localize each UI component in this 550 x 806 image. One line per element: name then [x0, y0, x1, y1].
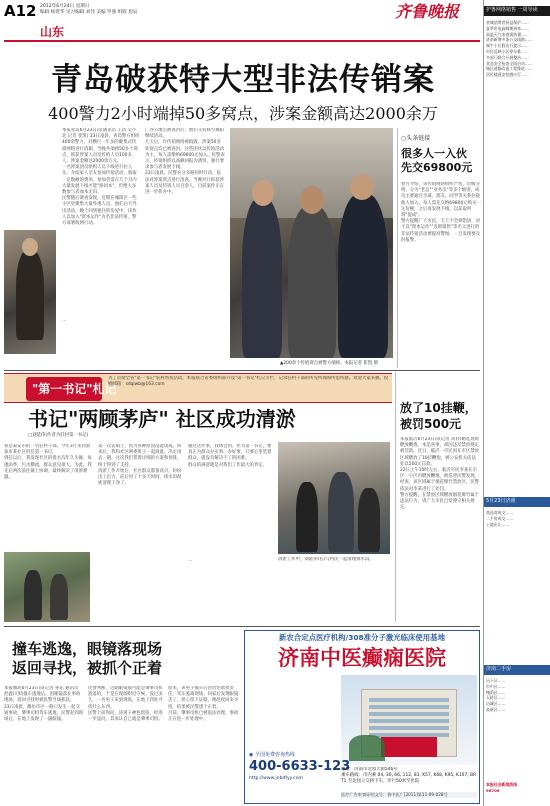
inset-photo	[4, 230, 56, 354]
sidebar-bar-2: 5月23日济南	[484, 497, 550, 507]
lead-photo-caption: ▲200余个传销窝点被警方端掉。本报记者 崔凯 摄	[280, 361, 378, 366]
side-body: 警方介绍，该传销网络组织严密，层级分明，分为"老总""业务员"等多个级别，成员主要通过亲戚、朋友、同学等关系拉拢他人加入，每人需先交纳69800元购买一定份额，之后再发展下线，以获取所谓"提成"。 警方提醒广大市民，天上不会掉馅饼，对于以"资本运作""连锁销售"等名义进行的非法传销活动要提高警惕，一旦发现要及时报警。	[401, 182, 481, 243]
village-headline: 书记"两顾茅庐" 社区成功清淤	[28, 407, 296, 431]
sidebar-block-3: 历下区…… 市中区…… 槐荫区…… 天桥区…… 历城区…… 高新区……	[486, 678, 506, 712]
feature-banner	[4, 373, 392, 403]
date-line: 2012年6月24日 星期日 编辑 杨建华 见习编辑 刘伟 美编 罗强 组版 思辰	[40, 4, 138, 15]
village-col2: 第一次去镇上，因为各种原因没能谈成。回来后，我和社区两委班子一起商量，决定再去一趟。这次我们带着详细的方案和预算，终于得到了支持。 清淤工作开始后，社区群众都很高兴，纷纷出工出力，前后用了十多天时间，排水沟彻底清理干净了。	[98, 444, 182, 487]
hitrun-col2: 民警判断，这副眼镜很可能是肇事司机遗落的，于是在现场附近守候。没过多久，一名男子来到现场，在地上四处寻找什么东西。 民警上前询问，该男子神色慌张，经进一步盘问，其承认自己就是肇事司机。	[88, 686, 163, 723]
ad-building-image	[341, 675, 477, 765]
sidebar-title: 护鲁网络销售 一周导读	[484, 6, 550, 16]
feature-intro: 为了贯彻全省"第一书记"驻村帮扶活动，本报联合省委组织部开设"第一书记"札记专栏，记录驻村干部的所见所闻和所思所感。欢迎大家来稿，投稿邮箱：sdqlwb@163.com	[108, 376, 389, 388]
side-headline: 很多人一入伙 先交69800元	[401, 147, 473, 174]
village-photo-small	[4, 552, 90, 622]
hitrun-col3: 原来，该男子撞车后因害怕承担责任，驾车逃离现场。回家后发现眼镜丢了，担心留下证据，便趁夜回来寻找，结果被民警逮个正着。 目前，肇事司机已被依法处理，事故正在进一步处理中。	[168, 686, 239, 723]
column-rule	[397, 128, 398, 368]
lead-body-col2: 广办公地点被查封后，他们又转移至城阳继续活动。 几天后，许传销网络被捣毁，涉案50多处窝点均已被查封，这些团伙以传销活动为主，每人需缴纳69800元加入。民警表示，传销组织以高额回报为诱饵，强行要求参与者发展下线。 23日凌晨，民警兵分多路同时行动，依法对涉案窝点进行清查，当晚共计抓获涉案人员及传销人员百余人，目前案件正在进一步侦办中。	[145, 128, 225, 196]
ad-website[interactable]: http://www.jnbdfyy.com	[249, 776, 303, 781]
village-col1: 我是泰安市的一名驻村干部，今年3月来到新泰市某社区担任第一书记。 到任以后，我发现社区的排水沟年久失修，每逢雨季，污水横流，群众意见很大。为此，我先后两次前往镇上协调，最终解决了清淤难题。	[4, 444, 92, 481]
hospital-ad	[244, 630, 480, 804]
page-number: A12	[4, 2, 37, 20]
lead-body-col1b: …	[62, 318, 67, 323]
fireworks-body: 本报临沂6月23日讯(记者 高祥)婚礼现场燃放鞭炮，本是喜事，却因违反禁放规定被罚款。近日，临沂一市民因在市区禁放区域燃放了10挂鞭炮，被公安机关依法处以500元罚款。 22日上午10时左右，临沂市民李某在市区一小区内燃放鞭炮，被巡逻民警发现。经查，该区域属于烟花爆竹禁放区，民警依法对李某进行了处罚。 警方提醒，在禁放区域燃放烟花爆竹属于违法行为，请广大市民自觉遵守相关规定。	[400, 437, 480, 511]
village-photo	[278, 442, 390, 554]
lead-body-col1: 本报青岛6月23日讯(通讯员 王清 吴小北 记者 崔凯) 23日凌晨，青岛警方组织400余警力，对横行一年多的聚集式传销网络进行清剿，当晚共端掉50多个窝点，抓获涉案人员及传销人员100多人，涉案金额达2000余万元。 一名涉案团员组织人员下线进行拉人头，介绍家人亲友参加传销活动，收取一定数额的费用。参加者需在几个月内大量发展下线才能"挣回本"，但绝大多数参与者血本无归。 民警随后调查发现，近期在城阳区一些小区里聚集大量外地人员，他们白天外出活动，晚上回到租住的房屋中，该伙人以加入"资本运作"为名非法传销，警方部署收网行动。	[62, 128, 140, 227]
village-photo-caption: 清淤工作中，刘延伟(右)与村民一起清理排水沟。	[278, 557, 374, 562]
section-label: 山东	[40, 25, 65, 39]
lead-photo	[230, 128, 393, 358]
ad-address: 地址：济南市北园大街546号 乘车路线：市内乘 04, 30, 66, 112, 83, K57, K68, K95, K107, BRT1 至北园立交桥下车，步行50米至医院	[341, 767, 477, 785]
ad-phone[interactable]: 400-6633-123	[249, 759, 351, 774]
feature-ribbon: "第一书记"札记	[32, 382, 117, 396]
village-col3: 通过这件事，我体会到，作为第一书记，要真正为群众办实事、办好事，只要心里装着群众，就没有解决不了的困难。 群众的满意就是对我们工作最大的肯定。	[188, 444, 272, 468]
right-sidebar	[483, 0, 550, 806]
lead-subhead: 400警力2小时端掉50多窝点，涉案金额高达2000余万	[48, 104, 438, 123]
sidebar-block-2: 商品房成交…… 二手房成交…… 土地出让……	[486, 510, 514, 527]
ad-registration: 医疗广告审查证明文号：鲁中医广[2011]第11-09-028号	[341, 792, 477, 798]
lead-headline: 青岛破获特大型非法传销案	[51, 62, 435, 98]
masthead-rule	[4, 40, 480, 42]
hitrun-headline: 撞车逃逸，眼镜落现场 返回寻找，被抓个正着	[12, 640, 163, 677]
village-col3b: …	[188, 558, 193, 563]
ad-hotline-label: ◉ 全国免费咨询热线	[249, 752, 295, 758]
ad-slogan-graphic	[249, 679, 337, 729]
side-tag: ○头条链接	[401, 135, 431, 142]
section-rule	[4, 370, 480, 371]
section-rule-2	[4, 626, 480, 627]
column-rule-2	[395, 372, 396, 622]
ad-topline: 新农合定点医疗机构/308准分子激光临床使用基地	[279, 633, 445, 642]
hitrun-col1: 本报潍坊6月23日讯(记者 孙乐 通讯员 赵鑫)司机撞车逃逸后，因眼镜落在事故现场，返回寻找时被民警当场抓获。 23日凌晨，潍坊市区一路口发生一起交通事故，肇事司机驾车逃逸，民警赶到现场后，在地上发现了一副眼镜。	[4, 686, 84, 723]
ad-title: 济南中医癫痫医院	[278, 645, 446, 670]
sidebar-bar-3: 济南二手房	[484, 665, 550, 675]
sidebar-block-1: 省城消费者权益保护…… 夏季用电高峰期到来…… 高温天气来袭需防暑…… 济南新增多条公交线路…… 端午小长假出行提示…… 市民反映小区停车难…… 多部门联合开展整治…… 食品安全检查全面启动…… 城区道路改造工程推进…… 居民楼道安装感应灯……	[486, 20, 533, 78]
fireworks-headline: 放了10挂鞭， 被罚500元	[400, 401, 477, 431]
village-byline: □刘延伟(作者为驻村第一书记)	[28, 433, 89, 438]
newspaper-logo: 齐鲁晚报	[395, 2, 460, 21]
sidebar-footer: 本报社会新闻热线 96706	[486, 782, 518, 793]
